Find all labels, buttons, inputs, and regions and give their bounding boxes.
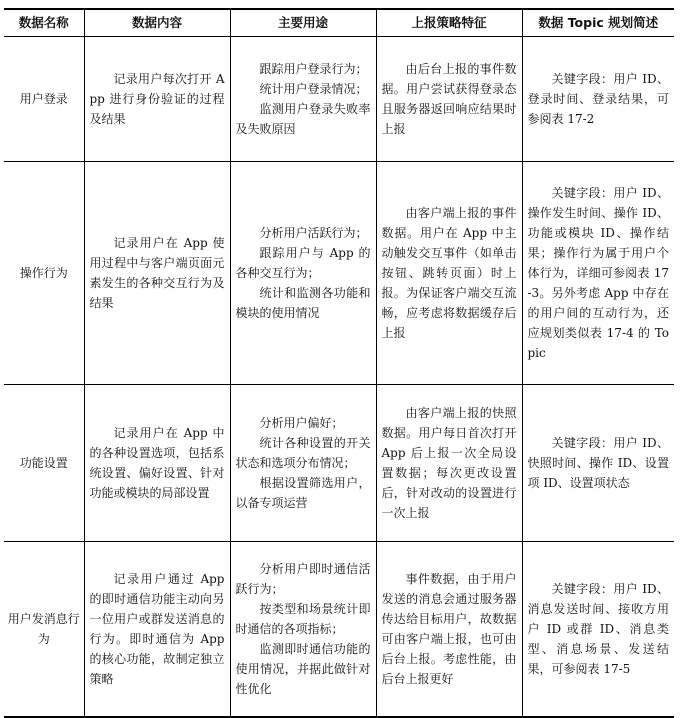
table-row	[4, 162, 674, 385]
data-planning-table	[4, 8, 674, 718]
header-main-usage: 主要用途	[230, 9, 376, 37]
table-row	[4, 542, 674, 718]
usage-item: 统计和监测各功能和模块的使用情况	[235, 286, 371, 320]
usage-item: 分析用户偏好；	[259, 416, 344, 430]
usage-item: 统计用户登录情况；	[259, 82, 368, 96]
header-report-strategy: 上报策略特征	[376, 9, 522, 37]
header-row	[4, 9, 674, 37]
row-usage	[230, 385, 376, 542]
row-name: 功能设置	[4, 385, 84, 542]
usage-item: 根据设置筛选用户，以备专项运营	[235, 476, 371, 510]
usage-item: 监测即时通信功能的使用情况，并据此做针对性优化	[235, 642, 371, 696]
row-topic: 关键字段：用户 ID、快照时间、操作 ID、设置项 ID、设置项状态	[522, 385, 674, 542]
row-name: 用户登录	[4, 37, 84, 162]
row-strategy: 由客户端上报的事件数据。用户在 App 中主动触发交互事件（如单击按钮、跳转页面）时上报。为保证客户端交互流畅，应考虑将数据缓存后上报	[376, 162, 522, 385]
usage-item: 跟踪用户登录行为；	[259, 62, 368, 76]
usage-item: 按类型和场景统计即时通信的各项指标；	[235, 602, 371, 636]
row-usage	[230, 37, 376, 162]
row-content: 记录用户通过 App 的即时通信功能主动向另一位用户或群发送消息的行为。即时通信为 App 的核心功能，故制定独立策略	[84, 542, 230, 718]
row-topic: 关键字段：用户 ID、操作发生时间、操作 ID、功能或模块 ID、操作结果；操作行为属于用户个体行为，详细可参阅表 17-3。另外考虑 App 中存在的用户间的互动行为，还应规划类似表 17-4 的 Topic	[522, 162, 674, 385]
row-usage	[230, 542, 376, 718]
row-topic: 关键字段：用户 ID、消息发送时间、接收方用户 ID 或群 ID、消息类型、消息场景、发送结果，可参阅表 17-5	[522, 542, 674, 718]
row-content: 记录用户每次打开 App 进行身份验证的过程及结果	[84, 37, 230, 162]
usage-item: 分析用户即时通信活跃行为；	[235, 562, 371, 596]
header-topic-plan: 数据 Topic 规划简述	[522, 9, 674, 37]
row-topic: 关键字段：用户 ID、登录时间、登录结果，可参阅表 17-2	[522, 37, 674, 162]
usage-item: 统计各种设置的开关状态和选项分布情况；	[235, 436, 371, 470]
usage-item: 跟踪用户与 App 的各种交互行为；	[235, 246, 371, 280]
row-name: 操作行为	[4, 162, 84, 385]
usage-item: 分析用户活跃行为；	[259, 226, 368, 240]
row-strategy: 由后台上报的事件数据。用户尝试获得登录态且服务器返回响应结果时上报	[376, 37, 522, 162]
row-usage	[230, 162, 376, 385]
header-data-content: 数据内容	[84, 9, 230, 37]
row-name: 用户发消息行为	[4, 542, 84, 718]
row-content: 记录用户在 App 中的各种设置选项，包括系统设置、偏好设置、针对功能或模块的局部设置	[84, 385, 230, 542]
header-data-name: 数据名称	[4, 9, 84, 37]
row-strategy: 事件数据，由于用户发送的消息会通过服务器传达给目标用户，故数据可由客户端上报，也可由后台上报。考虑性能，由后台上报更好	[376, 542, 522, 718]
table-row	[4, 37, 674, 162]
row-content: 记录用户在 App 使用过程中与客户端页面元素发生的各种交互行为及结果	[84, 162, 230, 385]
row-strategy: 由客户端上报的快照数据。用户每日首次打开 App 后上报一次全局设置数据；每次更改设置后，针对改动的设置进行一次上报	[376, 385, 522, 542]
usage-item: 监测用户登录失败率及失败原因	[235, 102, 371, 136]
table-row	[4, 385, 674, 542]
